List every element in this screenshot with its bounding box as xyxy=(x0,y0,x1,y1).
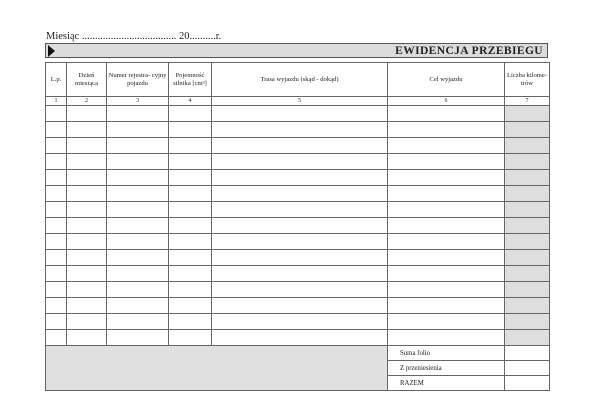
cell-km[interactable] xyxy=(505,170,550,186)
cell-route[interactable] xyxy=(212,298,388,314)
cell-registration[interactable] xyxy=(107,138,169,154)
cell-engine[interactable] xyxy=(169,282,212,298)
cell-route[interactable] xyxy=(212,266,388,282)
cell-km[interactable] xyxy=(505,330,550,346)
cell-lp[interactable] xyxy=(46,282,67,298)
col-header-km: Liczba kilome- trów xyxy=(505,63,550,97)
cell-engine[interactable] xyxy=(169,250,212,266)
cell-lp[interactable] xyxy=(46,266,67,282)
cell-engine[interactable] xyxy=(169,170,212,186)
col-header-lp: L.p. xyxy=(46,63,67,97)
col-number: 6 xyxy=(388,97,505,106)
cell-km[interactable] xyxy=(505,266,550,282)
table-row xyxy=(46,250,550,266)
table-row xyxy=(46,154,550,170)
cell-engine[interactable] xyxy=(169,186,212,202)
cell-engine[interactable] xyxy=(169,266,212,282)
cell-route[interactable] xyxy=(212,138,388,154)
cell-registration[interactable] xyxy=(107,202,169,218)
cell-lp[interactable] xyxy=(46,234,67,250)
cell-engine[interactable] xyxy=(169,234,212,250)
razem-cell[interactable] xyxy=(505,376,550,391)
col-number: 7 xyxy=(505,97,550,106)
cell-route[interactable] xyxy=(212,170,388,186)
cell-registration[interactable] xyxy=(107,186,169,202)
cell-km[interactable] xyxy=(505,234,550,250)
month-year-line: Miesiąc .................................... 20..........r. xyxy=(46,31,222,42)
cell-day[interactable] xyxy=(67,234,107,250)
cell-km[interactable] xyxy=(505,250,550,266)
cell-km[interactable] xyxy=(505,138,550,154)
cell-engine[interactable] xyxy=(169,218,212,234)
cell-lp[interactable] xyxy=(46,218,67,234)
cell-registration[interactable] xyxy=(107,314,169,330)
cell-day[interactable] xyxy=(67,170,107,186)
cell-route[interactable] xyxy=(212,122,388,138)
cell-registration[interactable] xyxy=(107,154,169,170)
cell-day[interactable] xyxy=(67,138,107,154)
footer-rows xyxy=(46,346,550,391)
cell-km[interactable] xyxy=(505,218,550,234)
cell-engine[interactable] xyxy=(169,298,212,314)
cell-route[interactable] xyxy=(212,282,388,298)
cell-registration[interactable] xyxy=(107,282,169,298)
cell-engine[interactable] xyxy=(169,154,212,170)
z-przeniesienia-cell[interactable] xyxy=(505,361,550,376)
form-title: EWIDENCJA PRZEBIEGU xyxy=(395,45,543,57)
cell-purpose[interactable] xyxy=(388,170,505,186)
cell-purpose[interactable] xyxy=(388,106,505,122)
col-header-registration: Numer rejestra- cyjny pojazdu xyxy=(107,63,169,97)
cell-day[interactable] xyxy=(67,250,107,266)
razem-label: RAZEM xyxy=(388,376,505,391)
cell-day[interactable] xyxy=(67,282,107,298)
cell-registration[interactable] xyxy=(107,122,169,138)
cell-route[interactable] xyxy=(212,218,388,234)
cell-purpose[interactable] xyxy=(388,138,505,154)
suma-folio-cell[interactable] xyxy=(505,346,550,361)
cell-engine[interactable] xyxy=(169,138,212,154)
cell-registration[interactable] xyxy=(107,266,169,282)
cell-km[interactable] xyxy=(505,186,550,202)
col-number: 1 xyxy=(46,97,67,106)
cell-km[interactable] xyxy=(505,298,550,314)
col-number: 4 xyxy=(169,97,212,106)
cell-route[interactable] xyxy=(212,330,388,346)
cell-engine[interactable] xyxy=(169,202,212,218)
cell-day[interactable] xyxy=(67,218,107,234)
cell-lp[interactable] xyxy=(46,154,67,170)
col-header-purpose: Cel wyjazdu xyxy=(388,63,505,97)
cell-route[interactable] xyxy=(212,250,388,266)
table-row xyxy=(46,314,550,330)
cell-lp[interactable] xyxy=(46,122,67,138)
cell-purpose[interactable] xyxy=(388,266,505,282)
col-number: 2 xyxy=(67,97,107,106)
cell-engine[interactable] xyxy=(169,122,212,138)
col-number: 5 xyxy=(212,97,388,106)
table-row xyxy=(46,202,550,218)
cell-route[interactable] xyxy=(212,234,388,250)
cell-lp[interactable] xyxy=(46,106,67,122)
table-row xyxy=(46,266,550,282)
suma-folio-label: Suma folio xyxy=(388,346,505,361)
cell-lp[interactable] xyxy=(46,170,67,186)
cell-km[interactable] xyxy=(505,154,550,170)
cell-route[interactable] xyxy=(212,314,388,330)
cell-purpose[interactable] xyxy=(388,122,505,138)
cell-day[interactable] xyxy=(67,122,107,138)
cell-km[interactable] xyxy=(505,202,550,218)
table-row xyxy=(46,330,550,346)
cell-engine[interactable] xyxy=(169,314,212,330)
cell-day[interactable] xyxy=(67,298,107,314)
table-row xyxy=(46,106,550,122)
cell-lp[interactable] xyxy=(46,298,67,314)
cell-purpose[interactable] xyxy=(388,186,505,202)
cell-purpose[interactable] xyxy=(388,282,505,298)
cell-purpose[interactable] xyxy=(388,330,505,346)
cell-lp[interactable] xyxy=(46,138,67,154)
cell-day[interactable] xyxy=(67,186,107,202)
cell-registration[interactable] xyxy=(107,234,169,250)
cell-lp[interactable] xyxy=(46,250,67,266)
col-header-route: Trasa wyjazdu (skąd - dokąd) xyxy=(212,63,388,97)
footer-shaded-area xyxy=(46,346,388,391)
table-row xyxy=(46,234,550,250)
table-row xyxy=(46,298,550,314)
table-row xyxy=(46,170,550,186)
cell-lp[interactable] xyxy=(46,202,67,218)
cell-registration[interactable] xyxy=(107,170,169,186)
mileage-table xyxy=(45,62,550,391)
cell-lp[interactable] xyxy=(46,330,67,346)
entry-rows xyxy=(46,106,550,346)
cell-km[interactable] xyxy=(505,122,550,138)
cell-km[interactable] xyxy=(505,106,550,122)
table-row xyxy=(46,282,550,298)
cell-route[interactable] xyxy=(212,154,388,170)
cell-lp[interactable] xyxy=(46,186,67,202)
cell-route[interactable] xyxy=(212,186,388,202)
cell-day[interactable] xyxy=(67,202,107,218)
cell-lp[interactable] xyxy=(46,314,67,330)
z-przeniesienia-label: Z przeniesienia xyxy=(388,361,505,376)
cell-purpose[interactable] xyxy=(388,314,505,330)
column-number-row xyxy=(46,97,550,106)
cell-registration[interactable] xyxy=(107,218,169,234)
table-row xyxy=(46,186,550,202)
cell-km[interactable] xyxy=(505,314,550,330)
cell-registration[interactable] xyxy=(107,330,169,346)
cell-engine[interactable] xyxy=(169,106,212,122)
cell-registration[interactable] xyxy=(107,250,169,266)
cell-purpose[interactable] xyxy=(388,234,505,250)
cell-purpose[interactable] xyxy=(388,298,505,314)
cell-day[interactable] xyxy=(67,330,107,346)
cell-purpose[interactable] xyxy=(388,250,505,266)
header-row xyxy=(46,63,550,97)
cell-km[interactable] xyxy=(505,282,550,298)
cell-engine[interactable] xyxy=(169,330,212,346)
cell-day[interactable] xyxy=(67,266,107,282)
col-header-day: Dzień miesiąca xyxy=(67,63,107,97)
cell-day[interactable] xyxy=(67,106,107,122)
cell-day[interactable] xyxy=(67,314,107,330)
table-row xyxy=(46,138,550,154)
cell-purpose[interactable] xyxy=(388,202,505,218)
cell-route[interactable] xyxy=(212,202,388,218)
cell-registration[interactable] xyxy=(107,298,169,314)
table-row xyxy=(46,218,550,234)
title-bar xyxy=(45,43,548,58)
cell-purpose[interactable] xyxy=(388,218,505,234)
cell-day[interactable] xyxy=(67,154,107,170)
col-number: 3 xyxy=(107,97,169,106)
arrow-marker-icon xyxy=(48,45,55,57)
cell-route[interactable] xyxy=(212,106,388,122)
col-header-engine: Pojemność silnika [cm³] xyxy=(169,63,212,97)
cell-registration[interactable] xyxy=(107,106,169,122)
table-row xyxy=(46,122,550,138)
cell-purpose[interactable] xyxy=(388,154,505,170)
